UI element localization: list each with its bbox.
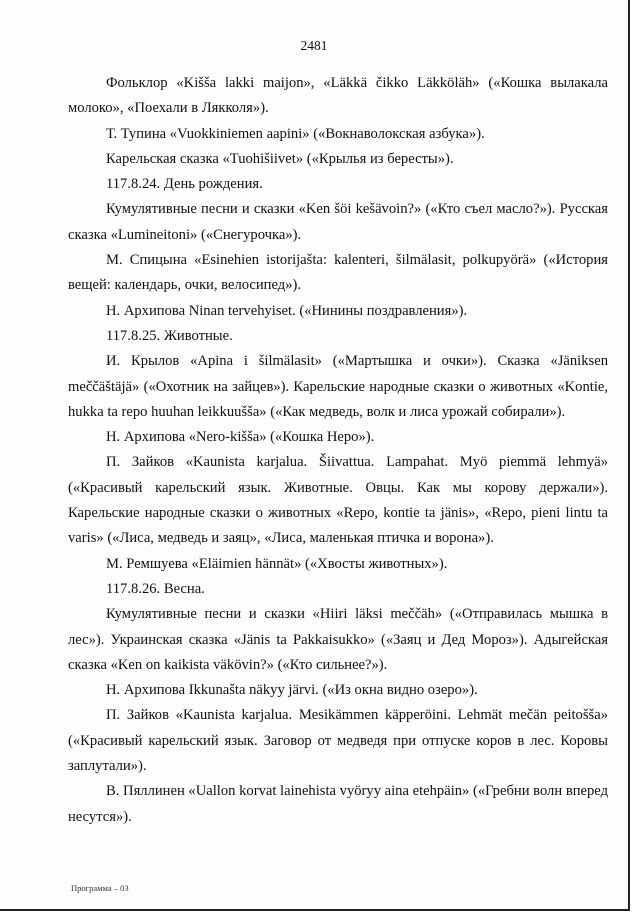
paragraph-2: Т. Тупина «Vuokkiniemen aapini» («Вокнаволокская азбука»). (106, 125, 485, 142)
paragraph-3: Карельская сказка «Tuohišiivet» («Крылья из бересты»). (106, 150, 454, 167)
paragraph-9: И. Крылов «Apina i šilmälasit» («Мартышка и очки»). Сказка «Jäniksen meččäštäjä» («Охотник на зайцев»). Карельские народные сказки о животных «Kontie, hukka ta repo huuhan leikkuušša» («Как медведь, волк и лиса урожай собирали»). (68, 353, 608, 420)
paragraph-6: М. Спицына «Esinehien istorijašta: kalenteri, šilmälasit, polkupyörä» («История вещей: календарь, очки, велосипед»). (68, 252, 608, 294)
paragraph-16: П. Зайков «Kaunista karjalua. Mesikämmen käpperöini. Lehmät mečän peitošša» («Красивый карельский язык. Заговор от медведя при отпуске коров в лес. Коровы заплутали»). (68, 707, 608, 775)
paragraph-1: Фольклор «Kišša lakki maijon», «Läkkä čikko Läkköläh» («Кошка вылакала молоко», «Поехали в Лякколя»). (68, 75, 608, 117)
paragraph-10: Н. Архипова «Nero-kišša» («Кошка Неро»). (106, 429, 375, 446)
paragraph-5: Кумулятивные песни и сказки «Ken šöi kešävoin?» («Кто съел масло?»). Русская сказка «Lumineitoni» («Снегурочка»). (68, 201, 608, 243)
paragraph-11: П. Зайков «Kaunista karjalua. Šiivattua. Lampahat. Myö piemmä lehmyä» («Красивый карельский язык. Животные. Овцы. Как мы корову держали»). Карельские народные сказки о животных «Repo, kontie ta jänis», «Repo, pieni lintu ta varis» («Лиса, медведь и заяц», «Лиса, маленькая птичка и ворона»). (68, 454, 608, 547)
section-heading-117-8-25: 117.8.25. Животные. (106, 327, 233, 344)
page-number: 2481 (300, 38, 328, 53)
paragraph-12: М. Ремшуева «Eläimien hännät» («Хвосты животных»). (106, 555, 448, 572)
paragraph-7: Н. Архипова Ninan tervehyiset. («Нинины поздравления»). (106, 302, 468, 319)
paragraph-17: В. Пяллинен «Uallon korvat lainehista vyöryy aina etehpäin» («Гребни волн вперед несутся»). (68, 783, 608, 825)
page-footer: Программа – 03 (71, 883, 129, 893)
paragraph-14: Кумулятивные песни и сказки «Hiiri läksi meččäh» («Отправилась мышка в лес»). Украинская сказка «Jänis ta Pakkaisukko» («Заяц и Дед Мороз»). Адыгейская сказка «Ken on kaikista väkövin?» («Кто сильнее?»). (68, 606, 608, 673)
section-heading-117-8-26: 117.8.26. Весна. (106, 580, 205, 597)
section-heading-117-8-24: 117.8.24. День рождения. (106, 176, 263, 193)
paragraph-15: Н. Архипова Ikkunašta näkyy järvi. («Из окна видно озеро»). (106, 682, 478, 699)
document-body (68, 71, 608, 830)
